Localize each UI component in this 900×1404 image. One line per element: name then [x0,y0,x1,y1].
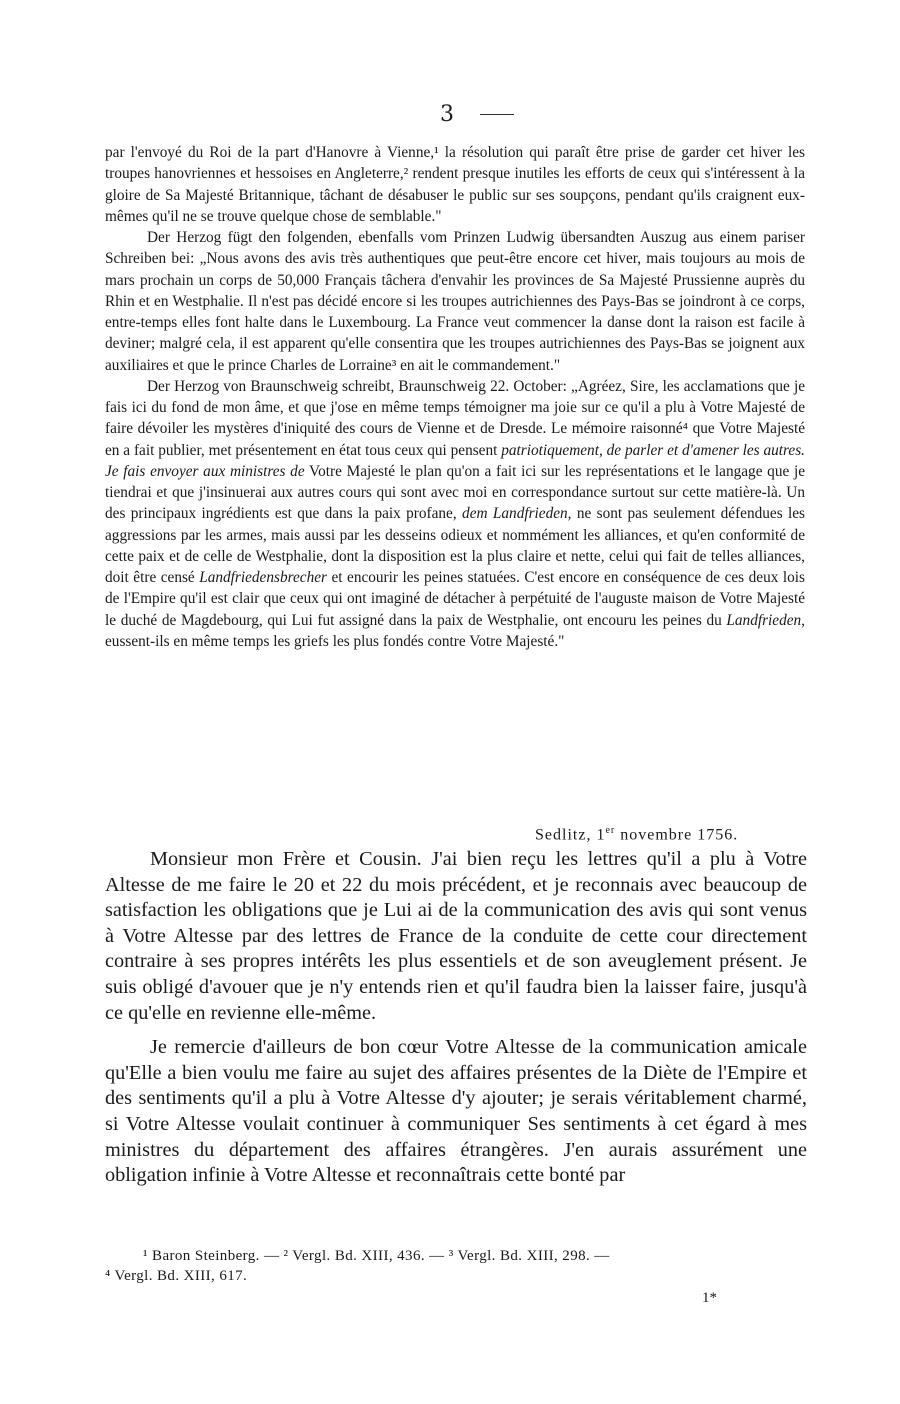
quote-paragraph-1: par l'envoyé du Roi de la part d'Hanovre à Vienne,¹ la résolution qui paraît être prise de garder cet hiver les troupes hanovriennes et hessoises en Angleterre,² rendent presque inutiles les efforts de ceux qui s'intéressent à la gloire de Sa Majesté Britannique, tâchant de désabuser le public sur ses soupçons, pendant qu'ils craignent eux-mêmes qu'il ne se trouve quelque chose de semblable." [105,144,805,225]
quote-emphasis: Landfriedensbrecher [199,569,327,586]
letter-body [105,847,807,1189]
letter-paragraph-2: Je remercie d'ailleurs de bon cœur Votre Altesse de la communication amicale qu'Elle a bien voulu me faire au sujet des affaires présentes de la Diète de l'Empire et des sentiments qu'il a plu à Votre Altesse d'y ajouter; je serais véritablement charmé, si Votre Altesse voulait continuer à communiquer Ses sentiments à cet égard à mes ministres du département des affaires étrangères. J'en aurais assurément une obligation infinie à Votre Altesse et reconnaîtrais cette bonté par [105,1036,807,1187]
footnote-line-1: ¹ Baron Steinberg. — ² Vergl. Bd. XIII, 436. — ³ Vergl. Bd. XIII, 298. — [143,1248,610,1264]
quote-text: Votre Majesté le plan qu'on a fait ici sur les représentations et le langage que je tiendrai et que j'insinuerai aux autres cours qui sont avec moi en correspondance surtout sur cette matière-là. Un des principaux ingrédients est que dans la paix profane, [105,462,805,523]
footnotes [105,1246,805,1286]
quote-emphasis: dem Landfrieden, [462,505,572,523]
quote-paragraph-2: Der Herzog fügt den folgenden, ebenfalls vom Prinzen Ludwig übersandten Auszug aus einem pariser Schreiben bei: „Nous avons des avis très authentiques que peut-être encore cet hiver, mais toujours au mois de mars prochain un corps de 50,000 Français tâchera d'envahir les provinces de Sa Majesté Prussienne auprès du Rhin et en Westphalie. Il n'est pas décidé encore si les troupes autrichiennes des Pays-Bas se joindront à ce corps, entre-temps elles font halte dans le Luxembourg. La France veut commencer la danse dont la raison est facile à deviner; malgré cela, il est apparent qu'elle consentira que les troupes autrichiennes des Pays-Bas se joignent aux auxiliaires et que le prince Charles de Lorraine³ en ait le commandement." [105,229,805,374]
quote-paragraph-3 [105,376,805,652]
quote-emphasis: patriotiquement, de parler et d'amener les autres. Je fais envoyer aux ministres de [105,441,805,480]
quote-text: ne sont pas seulement défendues les aggressions par les armes, mais aussi par les desseins odieux et nommément les alliances, et qu'en conformité de cette paix et de celle de Westphalie, dont la disposition est la plus claire et nette, celui qui fait de telles alliances, doit être censé [105,505,805,586]
header-rule [480,114,514,115]
quote-text: Der Herzog von Braunschweig schreibt, Braunschweig 22. October: „Agréez, Sire, les acclamations que je fais ici du fond de mon âme, et que j'ose en même temps témoigner ma joie sur ce qu'il a plu à Votre Majesté de faire dévoiler les mystères d'iniquité des cours de Vienne et de Dresde. Le mémoire raisonné⁴ que Votre Majesté en a fait publier, met présentement en état tous ceux qui pensent [105,377,805,459]
dateline-rest: novembre 1756. [620,826,739,844]
page-header [0,100,900,130]
quote-emphasis: Landfrieden, [726,611,805,629]
signature-mark: 1* [702,1290,717,1306]
footnote-line-2: ⁴ Vergl. Bd. XIII, 617. [105,1268,248,1284]
dateline-day-suffix: er [605,825,616,836]
quoted-correspondence [105,142,805,652]
letter-paragraph-1: Monsieur mon Frère et Cousin. J'ai bien reçu les lettres qu'il a plu à Votre Altesse de me faire le 20 et 22 du mois précédent, et je reconnais avec beaucoup de satisfaction les obligations que je Lui ai de la communication des avis qui sont venus à Votre Altesse par des lettres de France de la conduite de cette cour directement contraire à ses propres intérêts les plus essentiels et de son aveuglement présent. Je suis obligé d'avouer que je n'y entends rien et qu'il faudra bien la laisser faire, jusqu'à ce qu'elle en revienne elle-même. [105,848,807,1024]
dateline-place: Sedlitz, [535,826,592,844]
quote-text: et encourir les peines statuées. C'est encore en conséquence de ces deux lois de l'Empire qu'il est clair que ceux qui ont imaginé de détacher à perpétuité de l'auguste maison de Votre Majesté le duché de Magdebourg, qui Lui fut assigné dans la paix de Westphalie, ont encouru les peines du [105,569,805,629]
letter-dateline [535,820,805,846]
quote-text: eussent-ils en même temps les griefs les plus fondés contre Votre Majesté." [105,632,565,650]
dateline-day: 1 [596,826,606,844]
page-number: 3 [440,102,454,127]
